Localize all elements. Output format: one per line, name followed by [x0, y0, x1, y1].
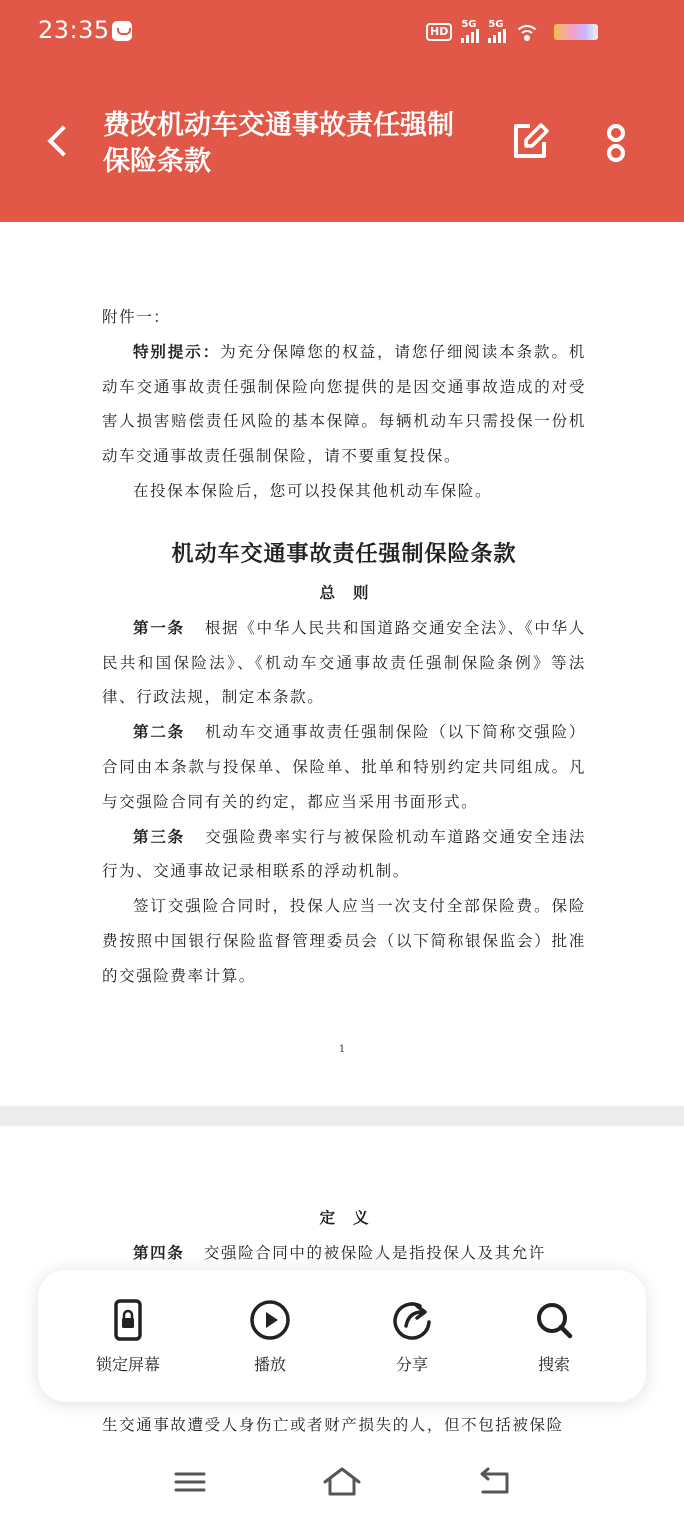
share-icon	[390, 1298, 434, 1342]
document-page-1[interactable]	[0, 222, 684, 1106]
hd-icon: HD	[426, 23, 452, 41]
article-3-extra: 签订交强险合同时，投保人应当一次支付全部保险费。保险费按照中国银行保险监督管理委员会（以下简称银保监会）批准的交强险费率计算。	[102, 897, 586, 985]
section-heading-general: 总则	[319, 582, 387, 602]
system-nav-bar	[0, 1452, 684, 1520]
notice-label: 特别提示：	[133, 341, 221, 361]
page-number: 1	[338, 1044, 346, 1055]
system-icons	[426, 20, 598, 44]
back-nav-button[interactable]	[469, 1462, 519, 1502]
home-icon	[317, 1462, 367, 1502]
play-icon	[248, 1298, 292, 1342]
notice-extra: 在投保本保险后，您可以投保其他机动车保险。	[133, 481, 493, 500]
page-2-lower-content	[102, 1408, 586, 1443]
share-label: 分享	[395, 1355, 428, 1374]
search-button[interactable]	[494, 1298, 614, 1378]
play-button[interactable]	[210, 1298, 330, 1378]
article-label: 第一条	[133, 617, 185, 637]
play-label: 播放	[253, 1355, 286, 1374]
article-label: 第四条	[133, 1243, 185, 1262]
wifi-icon	[515, 23, 539, 41]
article-text: 根据《中华人民共和国道路交通安全法》、《中华人民共和国保险法》、《机动车交通事故责任强制保险条例》等法律、行政法规，制定本条款。	[102, 618, 586, 707]
reader-toolbar	[38, 1270, 646, 1402]
notice-text: 为充分保障您的权益，请您仔细阅读本条款。机动车交通事故责任强制保险向您提供的是因交通事故造成的对受害人损害赔偿责任风险的基本保障。每辆机动车只需投保一份机动车交通事故责任强制保险，请不要重复投保。	[102, 342, 586, 466]
back-button[interactable]	[36, 118, 84, 166]
article-label: 第二条	[133, 722, 185, 742]
page-title: 费改机动车交通事故责任强制保险条款	[103, 110, 454, 177]
more-dot-icon	[607, 124, 625, 142]
back-arrow-icon	[469, 1462, 519, 1502]
search-icon	[532, 1298, 576, 1342]
article-text: 交强险合同中的被保险人是指投保人及其允许	[203, 1244, 546, 1262]
lock-screen-icon	[106, 1298, 150, 1342]
article-3	[102, 820, 586, 890]
search-label: 搜索	[537, 1355, 570, 1374]
article-text: 交强险费率实行与被保险机动车道路交通安全违法行为、交通事故记录相联系的浮动机制。	[102, 827, 587, 881]
article-2	[102, 715, 586, 819]
edit-icon	[508, 120, 552, 164]
lock-screen-button[interactable]	[68, 1298, 188, 1378]
share-button[interactable]	[352, 1298, 472, 1378]
section-heading-definitions: 定义	[319, 1208, 387, 1227]
more-dot-icon	[607, 144, 625, 162]
battery-icon	[554, 24, 598, 40]
home-button[interactable]	[317, 1462, 367, 1502]
app-header	[0, 0, 684, 222]
recent-apps-button[interactable]	[165, 1462, 215, 1502]
lock-screen-label: 锁定屏幕	[95, 1355, 160, 1374]
notice-paragraph	[102, 335, 586, 474]
status-bar	[0, 0, 684, 64]
status-time: 23:35	[38, 16, 110, 44]
more-options-button[interactable]	[596, 118, 636, 166]
page-2-content	[102, 1200, 586, 1271]
signal-sim1-icon: 5G	[461, 21, 479, 43]
article-text: 机动车交通事故责任强制保险（以下简称交强险）合同由本条款与投保单、保险单、批单和特别约定共同组成。凡与交强险合同有关的约定，都应当采用书面形式。	[102, 723, 587, 811]
edit-button[interactable]	[508, 120, 552, 164]
article-1	[102, 611, 586, 715]
menu-icon	[165, 1462, 215, 1502]
document-title: 机动车交通事故责任强制保险条款	[171, 541, 517, 567]
app-notification-icon	[112, 21, 132, 41]
partial-line: 生交通事故遭受人身伤亡或者财产损失的人，但不包括被保险	[102, 1416, 564, 1434]
page-1-content	[102, 300, 586, 994]
signal-sim2-icon: 5G	[488, 21, 506, 43]
attachment-label: 附件一：	[102, 308, 171, 326]
article-4	[102, 1236, 586, 1271]
article-label: 第三条	[133, 826, 185, 846]
